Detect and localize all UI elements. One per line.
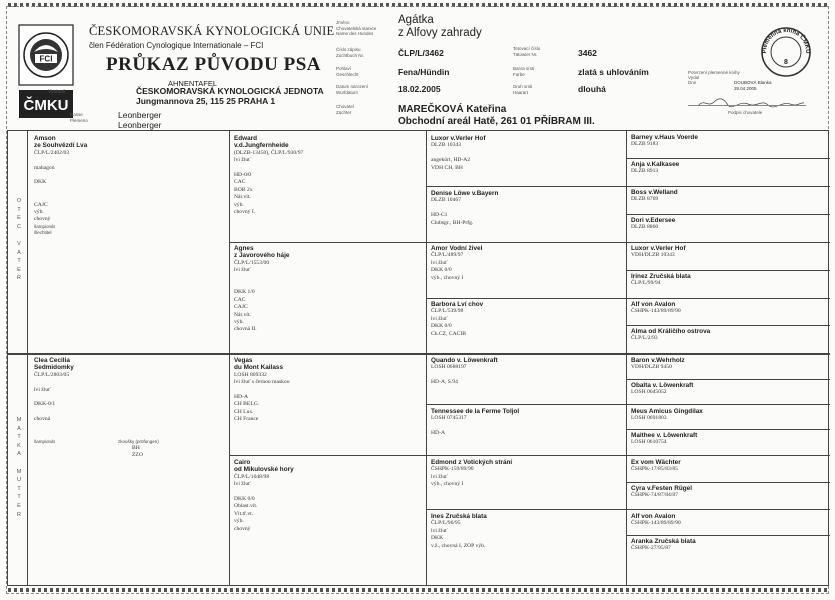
- dog-name: Agátka z Alfovy zahrady: [398, 14, 482, 39]
- grid-line: [8, 353, 830, 355]
- ancestor-name: Cyra v.Festen Rügel: [631, 485, 692, 492]
- ancestor-detail: HD-A: [234, 394, 248, 401]
- ancestor-name: Ines Zručská blata: [431, 513, 487, 520]
- tattoo-number: 3462: [578, 48, 597, 58]
- ggg-parent-cell: [631, 408, 825, 432]
- ancestor-name: Denise Löwe v.Bayern: [431, 190, 499, 197]
- side-label-letter: R: [17, 275, 21, 282]
- ancestor-detail: výb.: [234, 319, 244, 326]
- ancestor-detail: [34, 394, 224, 401]
- ancestor-name: Clea Cecilia Sedmidomky: [34, 357, 74, 372]
- mother-side-label: [14, 416, 24, 519]
- side-label-letter: A: [17, 451, 21, 458]
- grid-line: [626, 214, 830, 215]
- reg-label: Číslo zápisu Zuchtbuch Nr.: [336, 47, 365, 58]
- ancestor-detail: [34, 157, 224, 164]
- great-grandparent-cell: [431, 513, 623, 565]
- ancestor-name: Quando v. Löwenkraft: [431, 357, 498, 364]
- ggg-parent-cell: [631, 432, 825, 456]
- ancestor-detail: LOSH 0688197: [431, 364, 467, 371]
- breed-cz: Leonberger: [118, 120, 162, 130]
- ancestor-detail: ČLP/L/2803/05: [34, 371, 70, 378]
- ancestor-detail: [431, 205, 623, 212]
- ancestor-detail: HD-C1: [431, 212, 448, 219]
- ancestor-name: Irinez Zručská blata: [631, 273, 691, 280]
- side-label-letter: [14, 459, 24, 468]
- ancestor-detail: chovný: [34, 216, 51, 223]
- ancestor-detail: lvi žluť: [431, 527, 448, 534]
- great-grandparent-cell: [431, 301, 623, 353]
- ancestor-detail: lvi žluť: [431, 473, 448, 480]
- ancestor-detail: chovný I.: [234, 209, 256, 216]
- ancestor-detail: VDH CH, BH: [431, 164, 463, 171]
- stamp-text: Plemenná kniha ČMKU: [761, 27, 811, 54]
- grid-line: [626, 131, 627, 585]
- ancestor-name: Luxor v.Verler Hof: [431, 135, 486, 142]
- confirmation-values: [734, 80, 772, 92]
- ggg-parent-cell: [631, 485, 825, 509]
- ancestor-detail: [234, 282, 422, 289]
- tattoo-label: Tetovací číslo Tätowier Nr.: [513, 46, 541, 57]
- ancestor-detail: DLZB 10467: [431, 197, 461, 204]
- ancestor-detail: DKK 0/0: [431, 267, 452, 274]
- ancestor-detail: Vít.tř.vt.: [234, 510, 254, 517]
- ancestor-detail: Nár.vít.: [234, 311, 251, 318]
- ancestor-detail: výb.: [234, 201, 244, 208]
- ancestor-detail: Ch.CZ, CACIB: [431, 330, 466, 337]
- side-label-letter: T: [17, 434, 21, 441]
- ancestor-detail: HD-0/0: [234, 172, 252, 179]
- ancestor-detail: lvi žluť: [431, 259, 448, 266]
- ancestor-detail: CAJC: [234, 304, 248, 311]
- ancestor-detail: DLZB 8860: [631, 224, 659, 231]
- ggg-parent-cell: [631, 273, 825, 297]
- ancestor-detail: DLZB 8769: [631, 196, 659, 203]
- great-grandparent-cell: [431, 190, 623, 242]
- ancestor-detail: LOSH 0745317: [431, 415, 467, 422]
- ancestor-detail: mahagon: [34, 164, 55, 171]
- pedigree-table: [7, 130, 829, 586]
- ancestor-name: Amor Vodní živel: [431, 245, 483, 252]
- ancestor-detail: ČLP/L/1048/98: [234, 473, 270, 480]
- grid-line: [229, 242, 830, 243]
- date-of-birth: 18.02.2005: [398, 84, 441, 94]
- fci-membership: člen Fédération Cynologique Internationale – FCI: [89, 41, 264, 50]
- color-label: Barva srsti Farbe: [513, 66, 535, 77]
- ancestor-name: Cairo od Mikulovské hory: [234, 459, 294, 474]
- issued-by-label: Vystavil: [48, 89, 66, 95]
- ancestor-name: Meus Amicus Gingdilax: [631, 408, 703, 415]
- ancestor-name: Aranka Zručská blata: [631, 538, 696, 545]
- ancestor-name: Edward v.d.Jungfernheide: [234, 135, 289, 150]
- side-label-letter: [14, 231, 24, 240]
- ggg-parent-cell: [631, 328, 825, 352]
- ancestor-detail: [431, 150, 623, 157]
- ancestor-name: Amson ze Souhvězdí Lva: [34, 135, 88, 150]
- ancestor-detail: ČSHPK-27/95/87: [631, 545, 671, 552]
- ancestor-detail: CAJC: [34, 201, 48, 208]
- ancestor-detail: DLZB 9183: [631, 141, 659, 148]
- ggg-parent-cell: [631, 189, 825, 213]
- breeder: MAREČKOVÁ Kateřina Obchodní areál Hatě, 261 01 PŘÍBRAM III.: [398, 104, 595, 127]
- ggg-parent-cell: [631, 357, 825, 381]
- document-subtitle: AHNENTAFEL: [168, 79, 218, 88]
- ancestor-detail: DKK 0/0: [234, 496, 255, 503]
- ancestor-detail: Oblast.vít.: [234, 503, 258, 510]
- father-side-label: [14, 197, 24, 283]
- ancestor-detail: BOB 2x: [234, 186, 253, 193]
- side-label-letter: A: [17, 249, 21, 256]
- ancestor-detail: ČSHPK-143/89/89/90: [631, 308, 681, 315]
- side-label-letter: O: [16, 198, 22, 204]
- ancestor-detail: [34, 194, 224, 201]
- signature-scrawl: [696, 96, 806, 110]
- ancestor-detail: (DLZB-13450), ČLP/L/930/97: [234, 149, 304, 156]
- ancestor-detail: CH BELG.: [234, 401, 260, 408]
- ancestor-detail: [234, 275, 422, 282]
- ancestor-detail: ČSHPK-74/87/84/87: [631, 492, 678, 499]
- side-label-letter: R: [17, 511, 21, 518]
- ancestor-name: Maithee v. Löwenkraft: [631, 432, 698, 439]
- confirmation-label: Potvrzení plemenné knihy Vydal Dne: [688, 70, 740, 85]
- side-label-letter: V: [17, 240, 21, 247]
- coat-color: zlatá s uhlováním: [578, 67, 649, 77]
- ancestor-detail: [34, 379, 224, 386]
- ggg-parent-cell: [631, 161, 825, 185]
- ancestor-name: Dori v.Edersee: [631, 217, 676, 224]
- ancestor-detail: angekört, HD-A2: [431, 157, 471, 164]
- breed-label: Rasse Plemeno: [70, 112, 88, 123]
- ancestor-detail: výb., chovný I: [431, 274, 464, 281]
- side-label-letter: E: [17, 266, 21, 273]
- stamp-number: 8: [784, 59, 788, 66]
- side-label-letter: T: [17, 206, 21, 213]
- breed-en: Leonberger: [118, 110, 162, 120]
- coat-type: dlouhá: [578, 84, 606, 94]
- ancestor-detail: ČSHPK-159/89/90: [431, 466, 474, 473]
- confirmation-issuer: DOUBOVÁ Blanka: [734, 80, 772, 85]
- ancestor-detail: CAC: [234, 179, 246, 186]
- great-grandparent-cell: [431, 245, 623, 297]
- ancestor-name: Ex vom Wächter: [631, 459, 681, 466]
- ancestor-detail: lvi žluť: [234, 481, 251, 488]
- ancestor-detail: [234, 165, 422, 172]
- ancestor-detail: chovná II.: [234, 326, 257, 333]
- ancestor-detail: [234, 489, 422, 496]
- ancestor-detail: [34, 172, 224, 179]
- ancestor-detail: DKK: [431, 535, 444, 542]
- ancestor-detail: lvi žluť: [34, 386, 51, 393]
- ancestor-detail: ČLP/L/96/95: [431, 520, 461, 527]
- ancestor-name: Baron v.Wehrholz: [631, 357, 685, 364]
- ancestor-detail: ČLP/L/539/98: [431, 308, 464, 315]
- ancestor-detail: DLZB 10343: [431, 142, 461, 149]
- ancestor-name: Boss v.Welland: [631, 189, 678, 196]
- ancestor-detail: LOSH 0610754: [631, 439, 667, 446]
- ancestor-detail: HD-A: [431, 430, 445, 437]
- grandparent-cell: [234, 135, 422, 239]
- confirmation-date: 28.04.2005: [734, 86, 757, 91]
- logo-fci-text: FCI: [39, 54, 53, 64]
- side-label-letter: T: [17, 258, 21, 265]
- ancestor-name: Barbora Lví chov: [431, 301, 484, 308]
- grid-line: [626, 325, 830, 326]
- ancestor-detail: [34, 187, 224, 194]
- studbook-stamp: [760, 26, 812, 78]
- ancestor-detail: [234, 387, 422, 394]
- grid-line: [27, 131, 28, 585]
- side-label-letter: T: [17, 485, 21, 492]
- ancestor-name: Edmond z Votických strání: [431, 459, 513, 466]
- ancestor-detail: ČLP/L/1553/00: [234, 259, 270, 266]
- ancestor-detail: výb.: [234, 518, 244, 525]
- great-grandparent-cell: [431, 459, 623, 511]
- ggg-parent-cell: [631, 513, 825, 537]
- ancestor-detail: LOSH 0691803: [631, 415, 667, 422]
- ancestor-detail: [34, 409, 224, 416]
- ancestor-detail: lvi žluť: [234, 157, 251, 164]
- ancestor-name: Luxor v.Verler Hof: [631, 245, 686, 252]
- side-label-letter: M: [16, 417, 22, 423]
- ggg-parent-cell: [631, 245, 825, 269]
- registration-number: ČLP/L/3462: [398, 48, 444, 58]
- ancestor-detail: lvi žluť: [431, 315, 448, 322]
- ggg-parent-cell: [631, 301, 825, 325]
- ggg-parent-cell: [631, 459, 825, 483]
- great-grandparent-cell: [431, 135, 623, 187]
- grid-line: [626, 158, 830, 159]
- ancestor-detail: ČLP/L/489/97: [431, 252, 464, 259]
- issuer-address: Jungmannova 25, 115 25 PRAHA 1: [136, 96, 276, 106]
- issuer-name: ČESKOMORAVSKÁ KYNOLOGICKÁ JEDNOTA: [136, 86, 324, 96]
- logo-cmku-mark: ČMKU: [23, 97, 69, 114]
- side-label-letter: A: [17, 425, 21, 432]
- ancestor-name: Obalta v. Löwenkraft: [631, 382, 694, 389]
- title-label: šampionát šlechtitel: [34, 224, 55, 235]
- ancestor-name: Anja v.Kalkasee: [631, 161, 680, 168]
- ancestor-detail: [34, 431, 224, 438]
- sex-value: Fena/Hündin: [398, 67, 450, 77]
- ancestor-detail: DLZB 8913: [631, 168, 659, 175]
- ancestor-detail: LOSH 809332: [234, 371, 267, 378]
- grid-line: [229, 131, 230, 585]
- cmku-logo: [16, 24, 76, 124]
- grandparent-cell: [234, 245, 422, 349]
- ancestor-detail: DKK: [34, 179, 47, 186]
- dob-label: Datum narození Wurfdatum: [336, 84, 369, 95]
- side-label-letter: E: [17, 215, 21, 222]
- breeder-label: Chovatel Züchter: [336, 104, 354, 115]
- ancestor-detail: ČSHPK-17/85/83/85: [631, 466, 678, 473]
- ancestor-detail: chovná: [34, 416, 51, 423]
- ancestor-detail: ČLP/L/2402/03: [34, 149, 70, 156]
- ggg-parent-cell: [631, 382, 825, 406]
- title-label: šampionát: [34, 439, 55, 444]
- ancestor-detail: lvi žluť: [234, 267, 251, 274]
- ancestor-name: Agnes z Javorového háje: [234, 245, 290, 260]
- ancestor-detail: výb., chovný I: [431, 481, 464, 488]
- ancestor-name: Tennessee de la Ferme Toljol: [431, 408, 520, 415]
- ancestor-detail: LOSH 0645052: [631, 389, 667, 396]
- great-grandparent-cell: [431, 408, 623, 460]
- sex-label: Pohlaví Geschlecht: [336, 66, 359, 77]
- ancestor-detail: CAC: [234, 296, 246, 303]
- exams-label: zkoušky (prüfungen): [118, 439, 159, 444]
- grid-line: [426, 298, 830, 299]
- signature-line: [688, 105, 806, 106]
- ggg-parent-cell: [631, 538, 825, 562]
- ancestor-name: Barney v.Haus Voerde: [631, 134, 698, 141]
- ancestor-detail: CH Lux.: [234, 408, 254, 415]
- parent-cell: [34, 357, 224, 571]
- document-title: PRŮKAZ PŮVODU PSA: [106, 54, 322, 75]
- side-label-letter: U: [17, 477, 21, 484]
- ancestor-detail: Clubsgr., BH-Prfg.: [431, 219, 474, 226]
- ancestor-detail: ČLP/L/2/93: [631, 335, 658, 342]
- name-label: Jméno Chovatelská stanice Name des Hundes: [336, 20, 377, 36]
- ancestor-detail: [431, 372, 623, 379]
- ancestor-detail: HD-A, S.94: [431, 379, 458, 386]
- ancestor-name: Vegas du Mont Kailass: [234, 357, 284, 372]
- side-label-letter: C: [17, 223, 21, 230]
- ggg-parent-cell: [631, 134, 825, 158]
- ancestor-name: Alf von Avalon: [631, 301, 676, 308]
- ancestor-name: Alma od Králičího ostrova: [631, 328, 711, 335]
- grid-line: [626, 270, 830, 271]
- organization-name: ČESKOMORAVSKÁ KYNOLOGICKÁ UNIE: [89, 24, 335, 38]
- grandparent-cell: [234, 459, 422, 563]
- ancestor-detail: VDH/DLZB 10343: [631, 252, 675, 259]
- ancestor-detail: DKK 1/0: [234, 289, 255, 296]
- side-label-letter: T: [17, 494, 21, 501]
- great-grandparent-cell: [431, 357, 623, 409]
- side-label-letter: M: [16, 468, 22, 475]
- coat-label: Druh srsti Haarart: [513, 84, 533, 95]
- ancestor-detail: DKK 0/0: [431, 323, 452, 330]
- ggg-parent-cell: [631, 217, 825, 241]
- grid-line: [426, 131, 427, 585]
- ancestor-detail: CH France: [234, 416, 259, 423]
- ancestor-name: Alf von Avalon: [631, 513, 676, 520]
- parent-cell: [34, 135, 224, 349]
- ancestor-detail: DKK-0/1: [34, 401, 56, 408]
- ancestor-detail: v.ž., chovná I, ZOP výb.: [431, 542, 486, 549]
- signature-label: Podpis chovatele: [728, 110, 763, 115]
- ancestor-detail: ČSHPK-143/89/89/90: [631, 520, 681, 527]
- svg-text:Plemenná kniha ČMKU: [762, 28, 810, 54]
- side-label-letter: K: [17, 442, 21, 449]
- ancestor-detail: ČLP/L/99/94: [631, 280, 661, 287]
- ancestor-detail: Nár.vít.: [234, 194, 251, 201]
- ancestor-detail: výb.: [34, 209, 44, 216]
- side-label-letter: E: [17, 502, 21, 509]
- ancestor-detail: VDH/DLZB 9450: [631, 364, 672, 371]
- ancestor-detail: lvi žluť s černou maskou: [234, 379, 290, 386]
- ancestor-detail: chovný: [234, 525, 251, 532]
- exams-value: BH ZZO: [132, 445, 143, 459]
- ancestor-detail: [431, 423, 623, 430]
- ancestor-detail: [34, 424, 224, 431]
- grandparent-cell: [234, 357, 422, 461]
